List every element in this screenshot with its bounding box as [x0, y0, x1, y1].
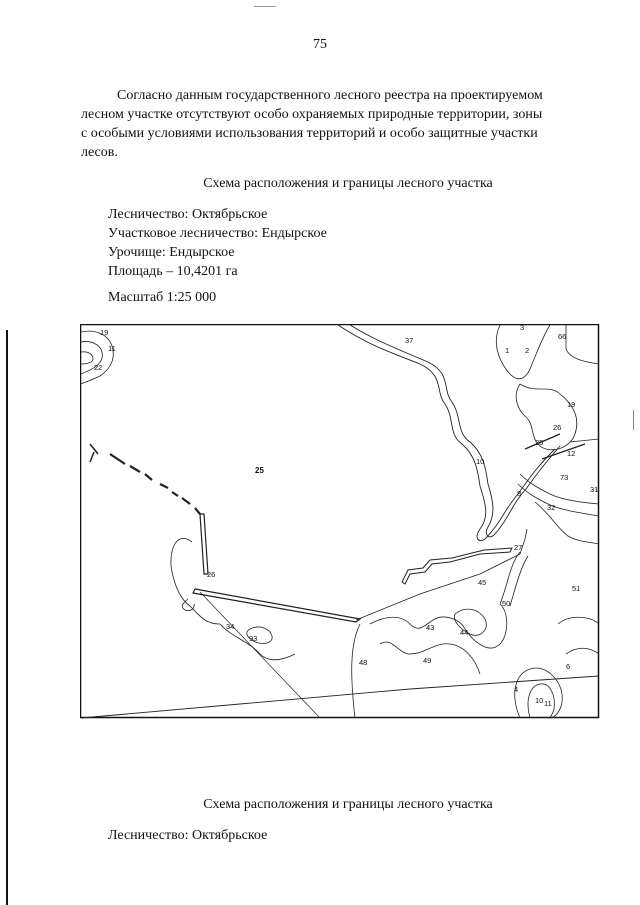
map-label: 6: [566, 662, 571, 671]
map-label: 37: [405, 336, 414, 345]
paragraph-line: лесном участке отсутствуют особо охраняемых природные территории, зоны: [81, 107, 543, 122]
map-label: 44: [460, 628, 469, 637]
map-label: 19: [567, 400, 576, 409]
map-label: 50: [502, 599, 511, 608]
map-label: 45: [478, 578, 487, 587]
forestry-label-2: Лесничество: Октябрьское: [108, 828, 268, 843]
map-label: 2: [525, 346, 530, 355]
paragraph-line: Согласно данным государственного лесного реестра на проектируемом: [117, 88, 543, 103]
map-label: 10: [476, 457, 485, 466]
map-label: 10: [535, 696, 544, 705]
map-label: 93: [249, 634, 258, 643]
map-label: 1: [505, 346, 510, 355]
map-label: 25: [255, 466, 264, 475]
map-label: 49: [423, 656, 432, 665]
paragraph: [81, 86, 578, 162]
map-label: 48: [359, 658, 368, 667]
scale-label: Масштаб 1:25 000: [108, 290, 217, 305]
section-heading: Схема расположения и границы лесного участка: [203, 176, 493, 191]
map-label: 73: [560, 473, 569, 482]
section-heading-2: Схема расположения и границы лесного участка: [203, 797, 493, 812]
paragraph-line: лесов.: [81, 145, 118, 160]
map-label: 25: [535, 438, 544, 447]
scan-mark: [254, 6, 276, 7]
district-forestry-label: Участковое лесничество: Ендырское: [108, 226, 327, 241]
forestry-label: Лесничество: Октябрьское: [108, 207, 268, 222]
paragraph-line: с особыми условиями использования территорий и особо защитные участки: [81, 126, 538, 141]
map-label: 43: [426, 623, 435, 632]
map-label: 31: [590, 485, 599, 494]
scan-edge-mark: [633, 410, 634, 430]
page-number: 75: [313, 37, 327, 52]
map-label: 19: [100, 328, 109, 337]
map-label: 22: [94, 363, 103, 372]
map-label: 8: [517, 489, 522, 498]
map-label: 34: [226, 622, 235, 631]
map-label: 11: [108, 344, 116, 353]
map-frame: [81, 325, 599, 718]
map-label: 66: [558, 332, 567, 341]
map-label: 3: [520, 324, 525, 332]
map-label: 51: [572, 584, 581, 593]
map-label: 26: [553, 423, 562, 432]
map-label: 26: [207, 570, 216, 579]
tract-label: Урочище: Ендырское: [108, 245, 235, 260]
map-label: 11: [544, 699, 552, 708]
map-label: 12: [567, 449, 576, 458]
forest-plot-map: [80, 324, 600, 719]
area-label: Площадь – 10,4201 га: [108, 264, 238, 279]
map-label: 4: [514, 685, 519, 694]
map-label: 32: [547, 503, 556, 512]
map-label: 27: [514, 543, 523, 552]
scan-edge-line: [6, 330, 8, 905]
